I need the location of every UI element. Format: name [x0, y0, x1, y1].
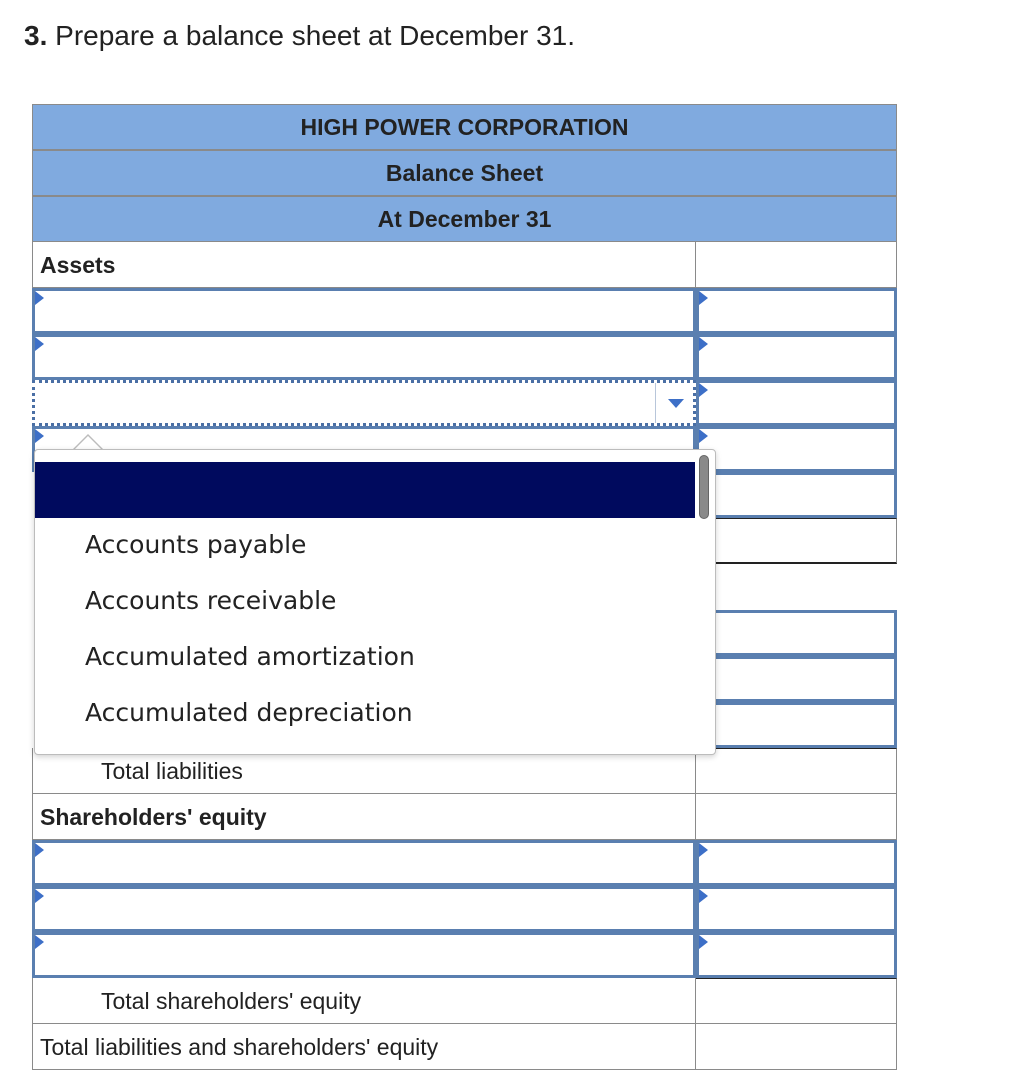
input-marker-icon	[35, 337, 44, 351]
input-marker-icon	[35, 935, 44, 949]
line-item-select[interactable]	[32, 334, 696, 380]
amount-input[interactable]	[696, 426, 897, 472]
input-marker-icon	[35, 889, 44, 903]
input-marker-icon	[699, 291, 708, 305]
assets-heading: Assets	[32, 242, 696, 288]
amount-input[interactable]	[696, 840, 897, 886]
input-marker-icon	[699, 429, 708, 443]
total-liabilities-label: Total liabilities	[32, 748, 696, 794]
total-liabilities-value	[696, 748, 897, 794]
dropdown-toggle[interactable]	[655, 383, 693, 423]
input-marker-icon	[699, 337, 708, 351]
active-line-item-select[interactable]	[32, 380, 696, 426]
amount-input[interactable]	[696, 886, 897, 932]
dropdown-option-blank[interactable]	[35, 462, 695, 518]
company-name-header: HIGH POWER CORPORATION	[32, 104, 897, 150]
total-liabilities-and-equity-label: Total liabilities and shareholders' equity	[32, 1024, 696, 1070]
dropdown-option-accounts-payable[interactable]: Accounts payable	[85, 530, 307, 559]
shareholders-equity-value-cell	[696, 794, 897, 840]
amount-input[interactable]	[696, 610, 897, 656]
total-shareholders-equity-value	[696, 978, 897, 1024]
statement-title-header: Balance Sheet	[32, 150, 897, 196]
dropdown-option-accounts-receivable[interactable]: Accounts receivable	[85, 586, 337, 615]
input-marker-icon	[35, 843, 44, 857]
question-number: 3.	[24, 20, 48, 51]
input-marker-icon	[35, 429, 44, 443]
dropdown-option-accumulated-amortization[interactable]: Accumulated amortization	[85, 642, 415, 671]
dropdown-scrollbar[interactable]	[699, 455, 709, 519]
assets-value-cell	[696, 242, 897, 288]
caret-down-icon	[668, 399, 684, 408]
amount-input[interactable]	[696, 656, 897, 702]
dropdown-option-accumulated-depreciation[interactable]: Accumulated depreciation	[85, 698, 413, 727]
question-prompt	[24, 18, 575, 54]
amount-input[interactable]	[696, 702, 897, 748]
line-item-select[interactable]	[32, 932, 696, 978]
total-liabilities-and-equity-value	[696, 1024, 897, 1070]
statement-date-header: At December 31	[32, 196, 897, 242]
total-assets-cell	[696, 518, 897, 564]
line-item-select[interactable]	[32, 886, 696, 932]
amount-input[interactable]	[696, 380, 897, 426]
line-item-dropdown-list[interactable]	[34, 449, 716, 755]
question-text: Prepare a balance sheet at December 31.	[55, 20, 576, 51]
amount-input[interactable]	[696, 334, 897, 380]
input-marker-icon	[699, 843, 708, 857]
amount-input[interactable]	[696, 932, 897, 978]
line-item-select[interactable]	[32, 840, 696, 886]
amount-input[interactable]	[696, 472, 897, 518]
input-marker-icon	[699, 935, 708, 949]
line-item-select[interactable]	[32, 288, 696, 334]
shareholders-equity-heading: Shareholders' equity	[32, 794, 696, 840]
input-marker-icon	[699, 889, 708, 903]
amount-input[interactable]	[696, 288, 897, 334]
total-shareholders-equity-label: Total shareholders' equity	[32, 978, 696, 1024]
input-marker-icon	[699, 383, 708, 397]
input-marker-icon	[35, 291, 44, 305]
